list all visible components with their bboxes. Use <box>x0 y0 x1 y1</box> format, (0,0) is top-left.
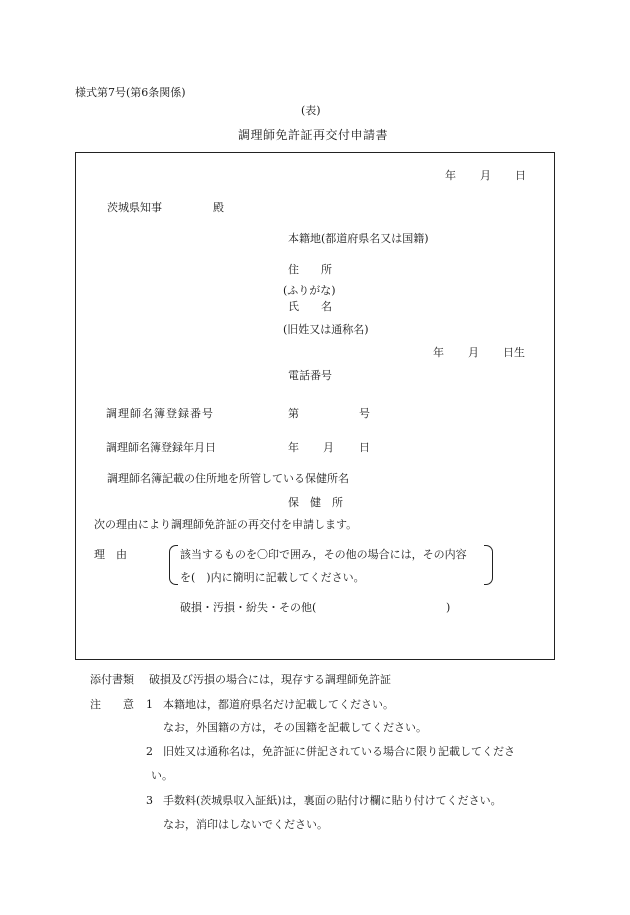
health-center-label: 調理師名簿記載の住所地を所管している保健所名 <box>107 472 349 485</box>
note-number: 3 <box>146 794 153 807</box>
addressee: 茨城県知事 <box>107 201 162 214</box>
health-center-suffix: 保 健 所 <box>288 496 343 509</box>
honseki-label: 本籍地(都道府県名又は国籍) <box>288 232 429 245</box>
left-bracket <box>169 545 178 585</box>
birth-month: 月 <box>468 346 479 359</box>
reason-label: 理 由 <box>94 548 127 561</box>
furigana-label: (ふりがな) <box>283 284 336 297</box>
note-line: 旧姓又は通称名は，免許証に併記されている場合に限り記載してくださ <box>163 745 515 758</box>
reason-options: 破損・汚損・紛失・その他( <box>180 601 317 614</box>
reg-date-month: 月 <box>323 441 334 454</box>
birth-year: 年 <box>433 346 444 359</box>
reg-no-dai: 第 <box>288 407 299 420</box>
page-title: 調理師免許証再交付申請書 <box>238 128 389 142</box>
note-line: い。 <box>151 769 173 782</box>
date-month: 月 <box>480 169 491 182</box>
date-day: 日 <box>515 169 526 182</box>
statement: 次の理由により調理師免許証の再交付を申請します。 <box>94 518 358 531</box>
reg-date-year: 年 <box>288 441 299 454</box>
phone-label: 電話番号 <box>288 369 332 382</box>
note-number: 1 <box>146 698 153 711</box>
name-label: 氏 名 <box>288 300 332 313</box>
note-line: 本籍地は，都道府県名だけ記載してください。 <box>163 698 394 711</box>
form-side: (表) <box>301 104 321 117</box>
honorific: 殿 <box>213 201 224 214</box>
right-bracket <box>484 545 493 585</box>
note-number: 2 <box>146 745 153 758</box>
reason-options-close: ) <box>446 601 451 614</box>
reason-line-2: を( )内に簡明に記載してください。 <box>180 571 365 584</box>
reason-line-1: 該当するものを〇印で囲み，その他の場合には，その内容 <box>180 548 467 561</box>
date-year: 年 <box>445 169 456 182</box>
reg-date-label: 調理師名簿登録年月日 <box>106 441 216 454</box>
attachment-text: 破損及び汚損の場合には，現存する調理師免許証 <box>149 673 391 686</box>
form-number: 様式第7号(第6条関係) <box>75 86 186 99</box>
notes-label: 注 意 <box>90 698 134 711</box>
address-label: 住 所 <box>288 263 332 276</box>
note-line: 手数料(茨城県収入証紙)は，裏面の貼付け欄に貼り付けてください。 <box>163 794 502 807</box>
note-line: なお，消印はしないでください。 <box>163 818 328 831</box>
birth-day: 日生 <box>503 346 525 359</box>
reg-date-day: 日 <box>359 441 370 454</box>
reg-no-label: 調理師名簿登録番号 <box>106 407 214 420</box>
reg-no-go: 号 <box>359 407 370 420</box>
attachment-label: 添付書類 <box>90 673 134 686</box>
old-name-label: (旧姓又は通称名) <box>283 323 369 336</box>
note-line: なお，外国籍の方は，その国籍を記載してください。 <box>163 721 427 734</box>
